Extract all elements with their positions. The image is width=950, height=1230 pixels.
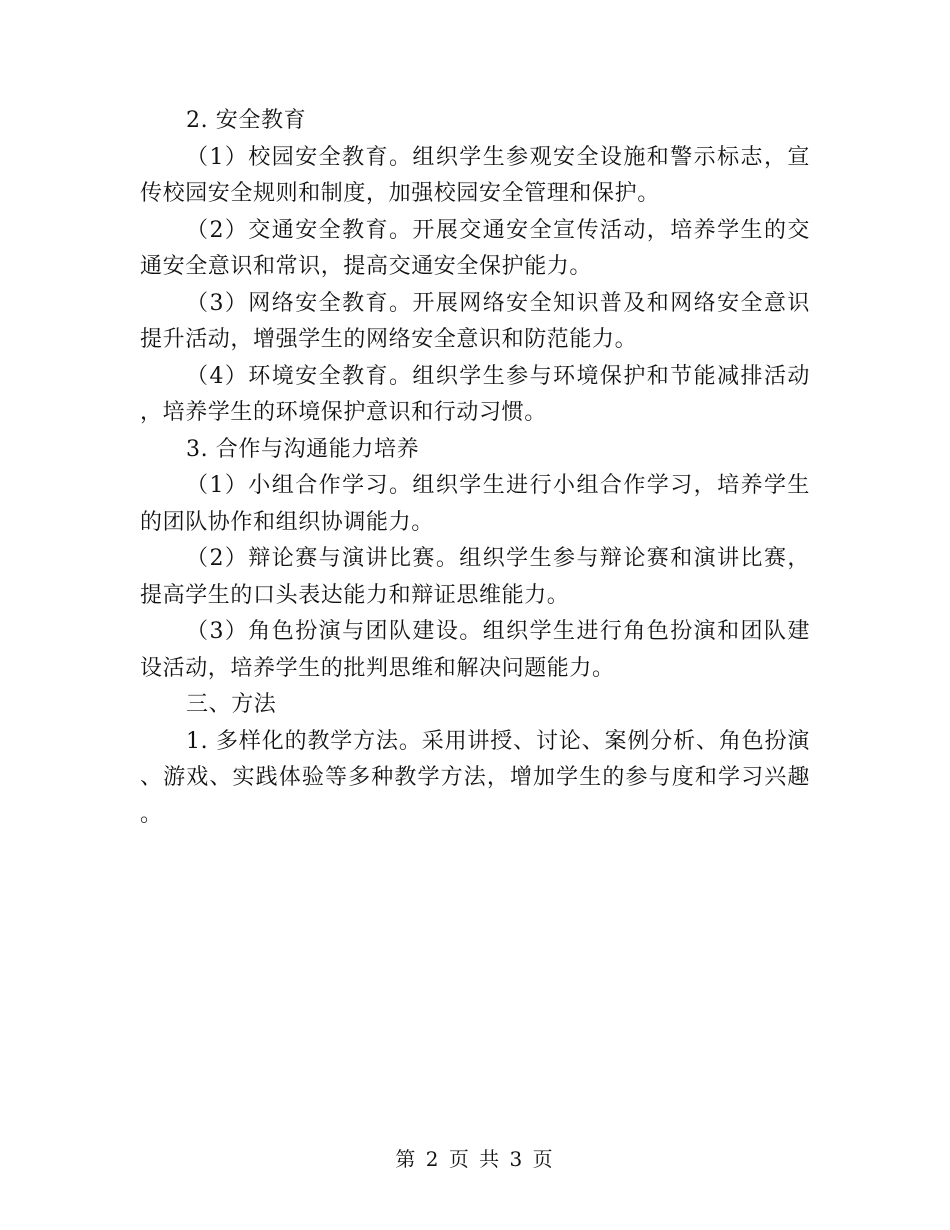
paragraph-traffic-safety: （2）交通安全教育。开展交通安全宣传活动，培养学生的交通安全意识和常识，提高交通安全保护能力。 [140, 217, 810, 279]
paragraph-environment-safety: （4）环境安全教育。组织学生参与环境保护和节能减排活动，培养学生的环境保护意识和行动习惯。 [140, 363, 810, 425]
section-heading-cooperation: 3. 合作与沟通能力培养 [186, 436, 420, 462]
paragraph-network-safety: （3）网络安全教育。开展网络安全知识普及和网络安全意识提升活动，增强学生的网络安全意识和防范能力。 [140, 290, 810, 352]
paragraph-group-learning: （1）小组合作学习。组织学生进行小组合作学习，培养学生的团队协作和组织协调能力。 [140, 473, 810, 535]
paragraph-role-play: （3）角色扮演与团队建设。组织学生进行角色扮演和团队建设活动，培养学生的批判思维和解决问题能力。 [140, 619, 810, 681]
section-heading-methods: 三、方法 [186, 692, 277, 717]
paragraph-debate-speech: （2）辩论赛与演讲比赛。组织学生参与辩论赛和演讲比赛，提高学生的口头表达能力和辩证思维能力。 [140, 546, 810, 608]
page-number-footer: 第 2 页 共 3 页 [395, 1147, 555, 1171]
paragraph-teaching-methods: 1. 多样化的教学方法。采用讲授、讨论、案例分析、角色扮演、游戏、实践体验等多种教学方法，增加学生的参与度和学习兴趣。 [140, 728, 810, 827]
section-heading-safety-education: 2. 安全教育 [186, 108, 307, 133]
paragraph-campus-safety: （1）校园安全教育。组织学生参观安全设施和警示标志，宣传校园安全规则和制度，加强校园安全管理和保护。 [140, 144, 810, 206]
document-body [140, 103, 810, 833]
